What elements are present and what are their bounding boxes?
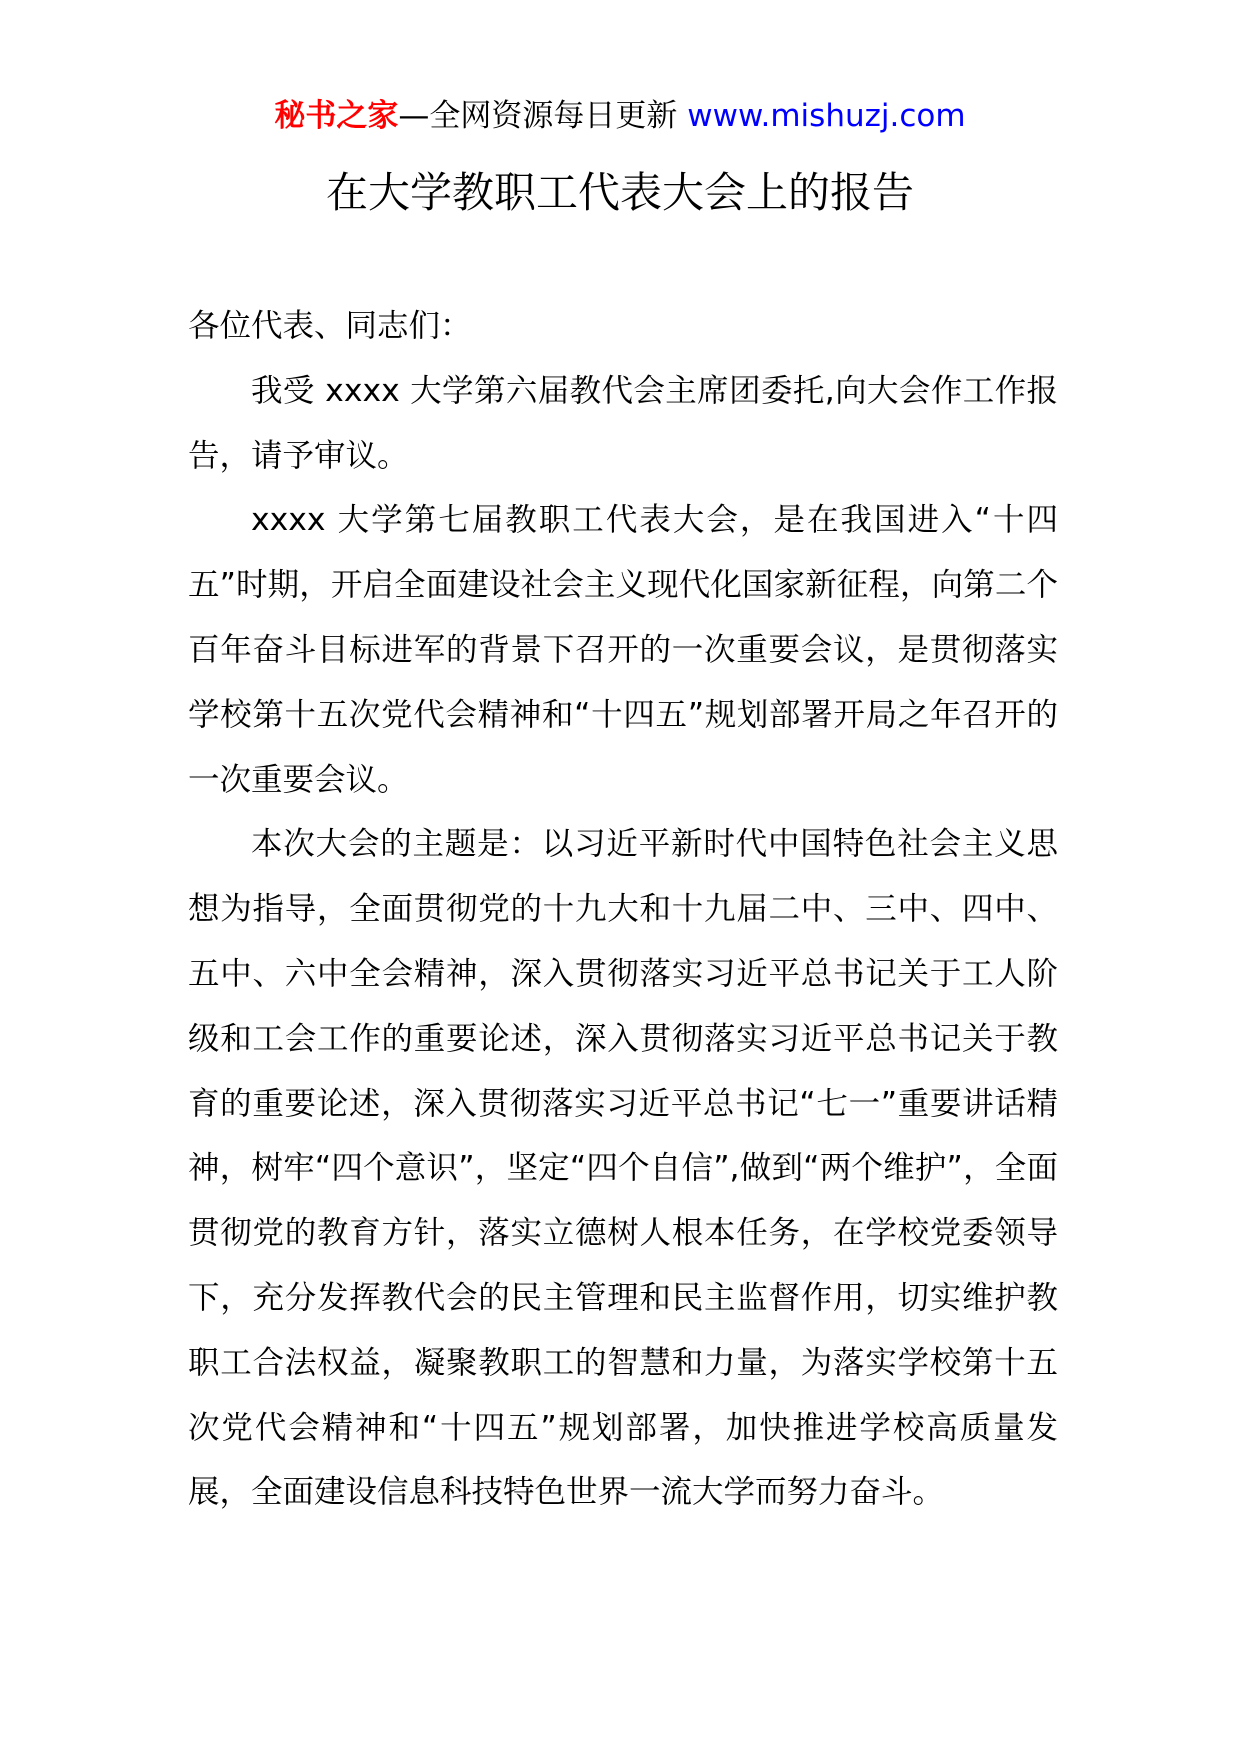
site-url-link[interactable]: www.mishuzj.com [687,98,966,134]
paragraph-theme: 本次大会的主题是：以习近平新时代中国特色社会主义思想为指导，全面贯彻党的十九大和十九届二中、三中、四中、五中、六中全会精神，深入贯彻落实习近平总书记关于工人阶级和工会工作的重要论述，深入贯彻落实习近平总书记关于教育的重要论述，深入贯彻落实习近平总书记“七一”重要讲话精神，树牢“四个意识”，坚定“四个自信”,做到“两个维护”，全面贯彻党的教育方针，落实立德树人根本任务，在学校党委领导下，充分发挥教代会的民主管理和民主监督作用，切实维护教职工合法权益，凝聚教职工的智慧和力量，为落实学校第十五次党代会精神和“十四五”规划部署，加快推进学校高质量发展，全面建设信息科技特色世界一流大学而努力奋斗。 [188,826,1058,1511]
site-header [0,96,1240,136]
site-brand: 秘书之家 [274,98,399,134]
document-title: 在大学教职工代表大会上的报告 [325,168,914,217]
paragraph-intro: 我受 xxxx 大学第六届教代会主席团委托,向大会作工作报告，请予审议。 [188,372,1058,474]
salutation: 各位代表、同志们： [188,308,472,344]
document-body [188,294,1058,1525]
paragraph-background: xxxx 大学第七届教职工代表大会，是在我国进入“十四五”时期，开启全面建设社会主义现代化国家新征程，向第二个百年奋斗目标进军的背景下召开的一次重要会议，是贯彻落实学校第十五次党代会精神和“十四五”规划部署开局之年召开的一次重要会议。 [188,502,1058,798]
site-tagline: —全网资源每日更新 [398,98,688,134]
